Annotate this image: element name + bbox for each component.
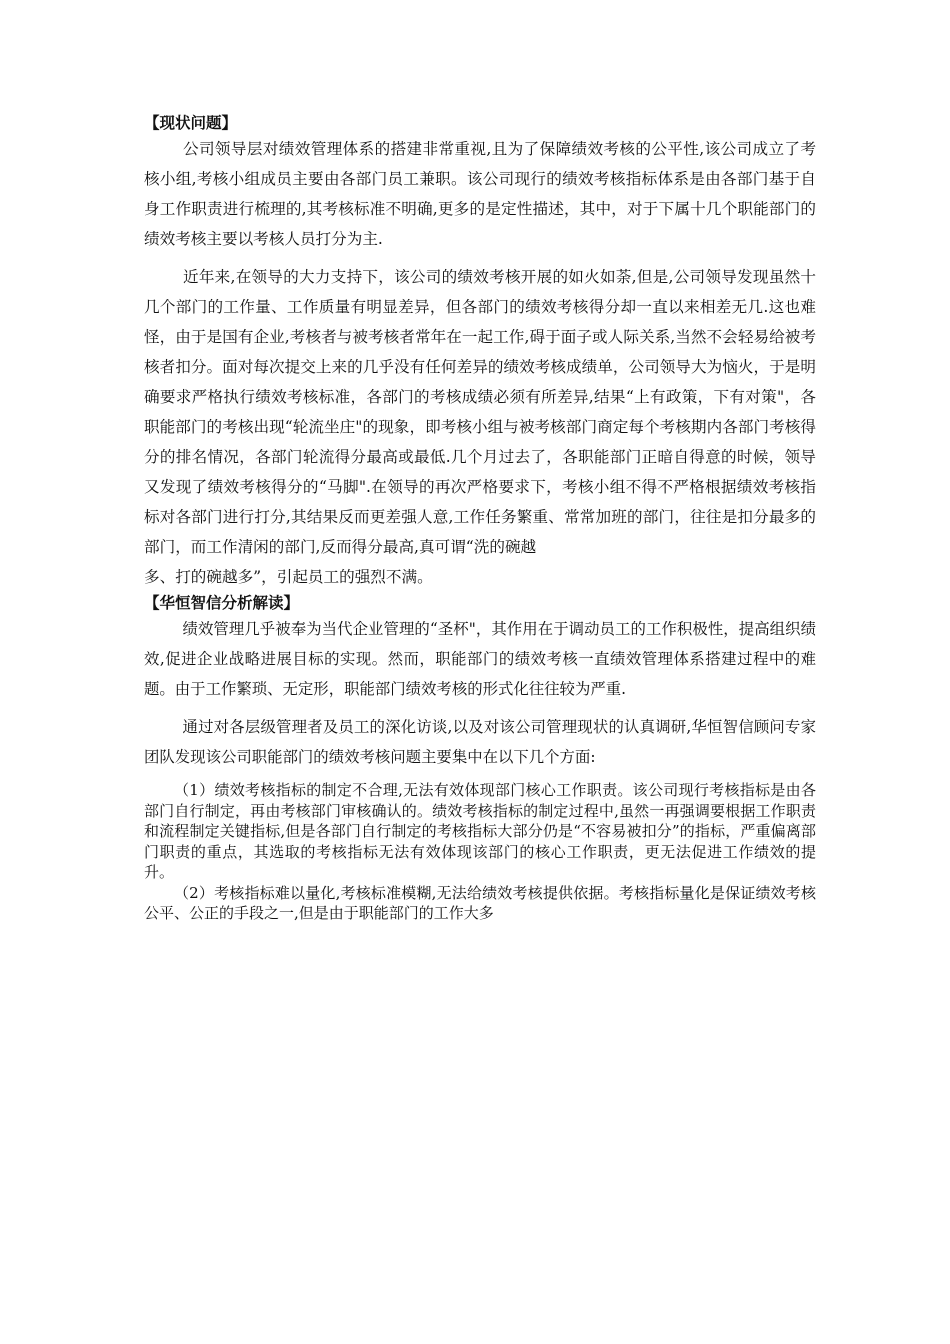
section-heading-current-issues: 【现状问题】 [144, 114, 238, 132]
paragraph: 公司领导层对绩效管理体系的搭建非常重视,且为了保障绩效考核的公平性,该公司成立了考核小组,考核小组成员主要由各部门员工兼职。该公司现行的绩效考核指标体系是由各部门基于自身工作职责进行梳理的,其考核标准不明确,更多的是定性描述，其中，对于下属十几个职能部门的绩效考核主要以考核人员打分为主. [144, 140, 816, 248]
paragraph: 通过对各层级管理者及员工的深化访谈,以及对该公司管理现状的认真调研,华恒智信顾问专家团队发现该公司职能部门的绩效考核问题主要集中在以下几个方面: [144, 718, 816, 766]
paragraph: 绩效管理几乎被奉为当代企业管理的“圣杯"，其作用在于调动员工的工作积极性，提高组织绩效,促进企业战略进展目标的实现。然而，职能部门的绩效考核一直绩效管理体系搭建过程中的难题。由于工作繁琐、无定形，职能部门绩效考核的形式化往往较为严重. [144, 620, 816, 698]
list-item: （2）考核指标难以量化,考核标准模糊,无法给绩效考核提供依据。考核指标量化是保证绩效考核公平、公正的手段之一,但是由于职能部门的工作大多 [144, 883, 816, 922]
paragraph: 近年来,在领导的大力支持下，该公司的绩效考核开展的如火如荼,但是,公司领导发现虽然十几个部门的工作量、工作质量有明显差异，但各部门的绩效考核得分却一直以来相差无几.这也难怪，由于是国有企业,考核者与被考核者常年在一起工作,碍于面子或人际关系,当然不会轻易给被考核者扣分。面对每次提交上来的几乎没有任何差异的绩效考核成绩单，公司领导大为恼火，于是明确要求严格执行绩效考核标准，各部门的考核成绩必须有所差异,结果“上有政策，下有对策"，各职能部门的考核出现“轮流坐庄"的现象，即考核小组与被考核部门商定每个考核期内各部门考核得分的排名情况，各部门轮流得分最高或最低.几个月过去了，各职能部门正暗自得意的时候，领导又发现了绩效考核得分的“马脚".在领导的再次严格要求下，考核小组不得不严格根据绩效考核指标对各部门进行打分,其结果反而更差强人意,工作任务繁重、常常加班的部门，往往是扣分最多的部门，而工作清闲的部门,反而得分最高,真可谓“洗的碗越 [144, 268, 816, 556]
section-heading-analysis: 【华恒智信分析解读】 [144, 594, 300, 612]
list-item: （1）绩效考核指标的制定不合理,无法有效体现部门核心工作职责。该公司现行考核指标是由各部门自行制定，再由考核部门审核确认的。绩效考核指标的制定过程中,虽然一再强调要根据工作职责和流程制定关键指标,但是各部门自行制定的考核指标大部分仍是“不容易被扣分”的指标，严重偏离部门职责的重点，其选取的考核指标无法有效体现该部门的核心工作职责，更无法促进工作绩效的提升。 [144, 781, 816, 881]
document-page [144, 112, 816, 924]
paragraph: 多、打的碗越多”，引起员工的强烈不满。 [144, 568, 433, 586]
